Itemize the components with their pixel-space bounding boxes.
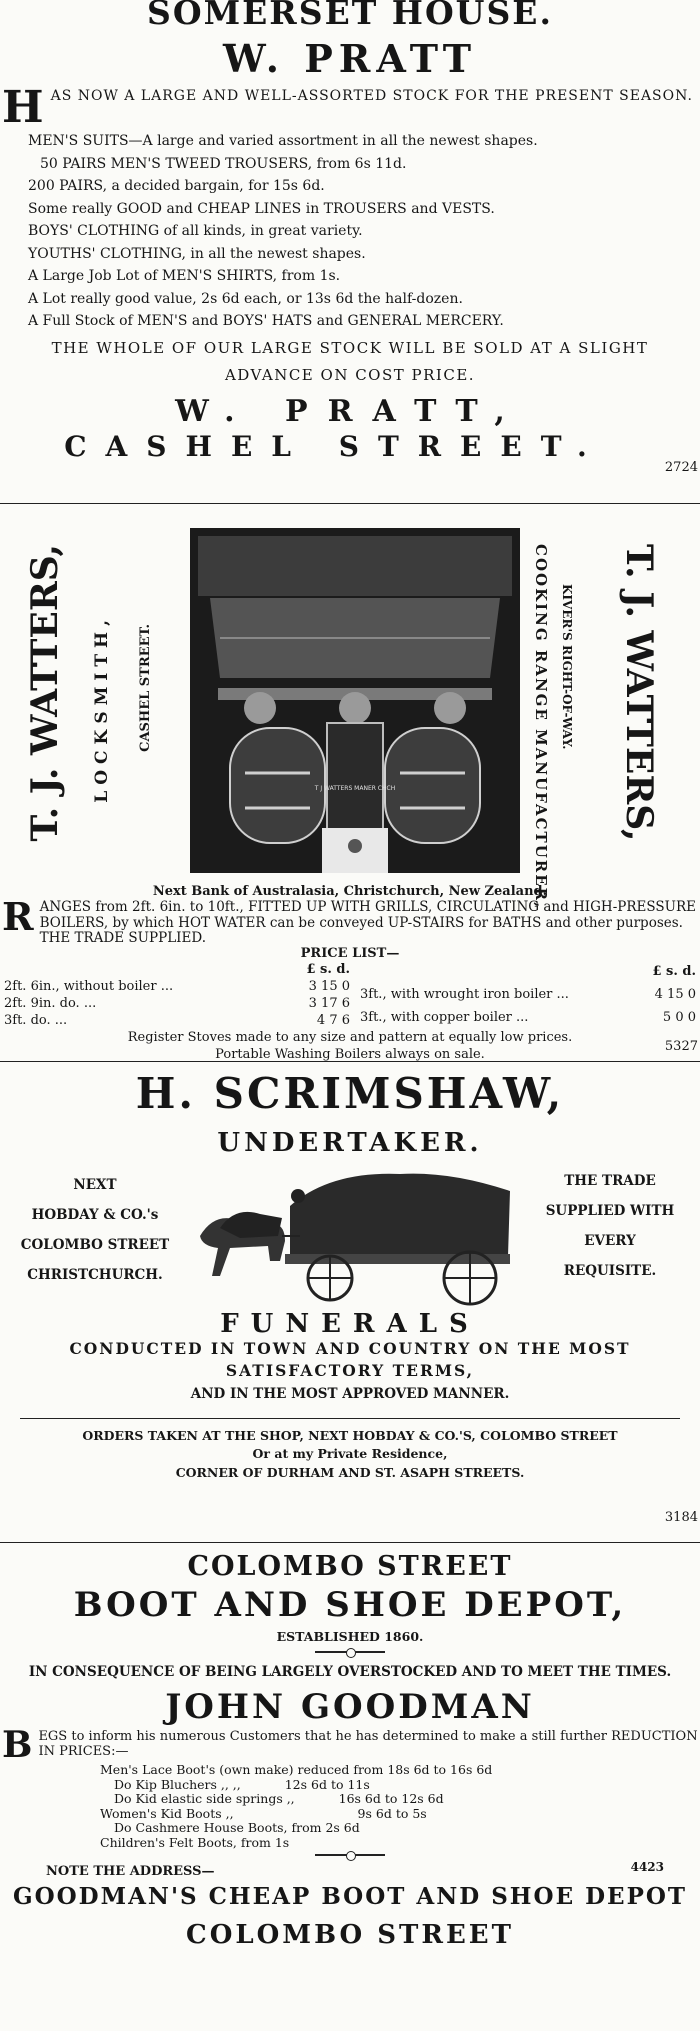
goodman-price-list — [0, 1763, 700, 1850]
scrimshaw-ad — [0, 1068, 700, 1543]
scrimshaw-corner: CORNER OF DURHAM AND ST. ASAPH STREETS. — [175, 1465, 525, 1480]
list-item: Children's Felt Boots, from 1s — [100, 1834, 290, 1850]
pratt-item: Some really GOOD and CHEAP LINES in TROUSERS and VESTS. — [28, 200, 495, 217]
ad-number: 2724 — [664, 460, 698, 475]
watters-right-place: KIVER'S RIGHT-OF-WAY. — [560, 584, 574, 750]
begs-text: EGS to inform his numerous Customers that he has determined to make a still further REDUCTION IN PRICES:— — [38, 1729, 698, 1759]
scrimshaw-orders: ORDERS TAKEN AT THE SHOP, NEXT HOBDAY & CO.'S, COLOMBO STREET — [82, 1428, 618, 1443]
register-stoves: Register Stoves made to any size and pattern at equally low prices. — [127, 1029, 573, 1045]
table-row: 2ft. 6in., without boiler ... 3 15 0 — [4, 978, 350, 994]
list-item: Do Kip Bluchers ,, ,, 12s 6d to 11s — [114, 1776, 370, 1792]
pratt-intro — [2, 82, 696, 133]
pratt-item: 200 PAIRS, a decided bargain, for 15s 6d. — [28, 178, 325, 194]
watters-right-trade: COOKING RANGE MANUFACTURER, — [532, 544, 550, 910]
scrimshaw-right-block: THE TRADE SUPPLIED WITH EVERY REQUISITE. — [545, 1173, 675, 1279]
ornament-rule — [315, 1854, 385, 1856]
pratt-name: W. PRATT — [223, 36, 477, 81]
list-item: Men's Lace Boot's (own make) reduced from 18s 6d to 16s 6d — [100, 1762, 493, 1777]
list-item: Women's Kid Boots ,, 9s 6d to 5s — [100, 1805, 427, 1821]
watters-address: Next Bank of Australasia, Christchurch, New Zealand. — [152, 884, 548, 899]
pratt-closing: THE WHOLE OF OUR LARGE STOCK WILL BE SOLD AT A SLIGHT ADVANCE ON COST PRICE. — [51, 338, 649, 384]
scrimshaw-trade: UNDERTAKER. — [217, 1128, 483, 1158]
price-table-left — [2, 961, 352, 1029]
ad-number: 4423 — [630, 1860, 664, 1874]
goodman-established: ESTABLISHED 1860. — [276, 1629, 424, 1644]
intro-text: AS NOW A LARGE AND WELL-ASSORTED STOCK FOR THE PRESENT SEASON. — [50, 88, 693, 104]
watters-body-text: ANGES from 2ft. 6in. to 10ft., FITTED UP WITH GRILLS, CIRCULATING and HIGH-PRESSURE BOILERS, by which HOT WATER can be conveyed UP-STAIRS for BATHS and other purposes. THE TRADE SUPPLIED. — [39, 899, 697, 946]
price-tables — [0, 961, 700, 1029]
goodman-street-bottom: COLOMBO STREET — [186, 1920, 514, 1950]
goodman-note: NOTE THE ADDRESS— — [46, 1864, 215, 1879]
table-row: 2ft. 9in. do. ... 3 17 6 — [4, 995, 350, 1011]
stove-maker-plate: T J WATTERS MANER CHCH — [314, 785, 396, 792]
pratt-item: MEN'S SUITS—A large and varied assortment in all the newest shapes. — [28, 133, 538, 149]
cooking-range-illustration — [190, 528, 520, 873]
scrimshaw-name: H. SCRIMSHAW, — [135, 1069, 565, 1118]
ad-number: 3184 — [664, 1510, 698, 1525]
table-row: 3ft., with wrought iron boiler ... 4 15 0 — [360, 986, 696, 1002]
pratt-item: A Large Job Lot of MEN'S SHIRTS, from 1s. — [28, 268, 341, 284]
table-row: 3ft., with copper boiler ... 5 0 0 — [360, 1009, 696, 1025]
ornament-rule — [315, 1651, 385, 1653]
pratt-item-list — [0, 126, 700, 333]
watters-left-name: T. J. WATTERS, — [24, 544, 66, 842]
funerals-heading: FUNERALS — [220, 1309, 480, 1339]
scrimshaw-conducted: CONDUCTED IN TOWN AND COUNTRY ON THE MOST SATISFACTORY TERMS, — [69, 1339, 631, 1380]
list-item: Do Cashmere House Boots, from 2s 6d — [114, 1820, 360, 1835]
price-table-right — [358, 961, 698, 1029]
goodman-ad — [0, 1551, 700, 2031]
scrimshaw-approved: AND IN THE MOST APPROVED MANNER. — [190, 1386, 510, 1402]
watters-left-trade: LOCKSMITH, — [92, 614, 112, 803]
pratt-item: 50 PAIRS MEN'S TWEED TROUSERS, from 6s 11d. — [40, 155, 407, 172]
drop-cap-b: B — [2, 1724, 33, 1766]
goodman-cheap: GOODMAN'S CHEAP BOOT AND SHOE DEPOT — [12, 1883, 688, 1910]
goodman-begs — [2, 1724, 698, 1766]
watters-ad — [0, 504, 700, 1062]
hearse-row — [0, 1166, 700, 1306]
somerset-heading: SOMERSET HOUSE. — [147, 0, 553, 32]
scrimshaw-left-block: NEXT HOBDAY & CO.'s COLOMBO STREET CHRISTCHURCH. — [20, 1177, 170, 1283]
pratt-signature-street: CASHEL STREET. — [64, 429, 606, 463]
goodman-consequence: IN CONSEQUENCE OF BEING LARGELY OVERSTOCKED AND TO MEET THE TIMES. — [28, 1664, 672, 1680]
goodman-street: COLOMBO STREET — [187, 1551, 513, 1582]
watters-right-name: T. J. WATTERS, — [618, 544, 660, 842]
list-item: Do Kid elastic side springs ,, 16s 6d to 12s 6d — [114, 1791, 444, 1806]
drop-cap-h: H — [2, 82, 45, 133]
ad-number: 5327 — [664, 1039, 698, 1054]
horse-drawn-hearse-illustration — [190, 1166, 520, 1306]
price-list-heading: PRICE LIST— — [300, 945, 400, 961]
currency-header: £ s. d. — [306, 961, 350, 977]
pratt-item: YOUTHS' CLOTHING, in all the newest shapes. — [28, 245, 366, 262]
pratt-item: A Lot really good value, 2s 6d each, or 13s 6d the half-dozen. — [28, 290, 463, 307]
portable-boilers: Portable Washing Boilers always on sale. — [215, 1046, 485, 1062]
watters-left-street: CASHEL STREET. — [138, 624, 153, 752]
currency-header: £ s. d. — [652, 964, 696, 980]
watters-text — [0, 884, 700, 1063]
somerset-house-ad — [0, 0, 700, 504]
watters-body — [2, 894, 698, 947]
table-row: 3ft. do. ... 4 7 6 — [4, 1012, 350, 1028]
pratt-item: A Full Stock of MEN'S and BOYS' HATS and GENERAL MERCERY. — [28, 313, 504, 329]
scrimshaw-private: Or at my Private Residence, — [252, 1446, 448, 1461]
goodman-name: JOHN GOODMAN — [165, 1687, 535, 1727]
pratt-signature-name: W. PRATT, — [175, 393, 525, 429]
pratt-item: BOYS' CLOTHING of all kinds, in great variety. — [28, 223, 363, 239]
goodman-depot: BOOT AND SHOE DEPOT, — [73, 1585, 627, 1625]
note-row — [0, 1860, 700, 1882]
drop-cap-r: R — [2, 894, 34, 939]
